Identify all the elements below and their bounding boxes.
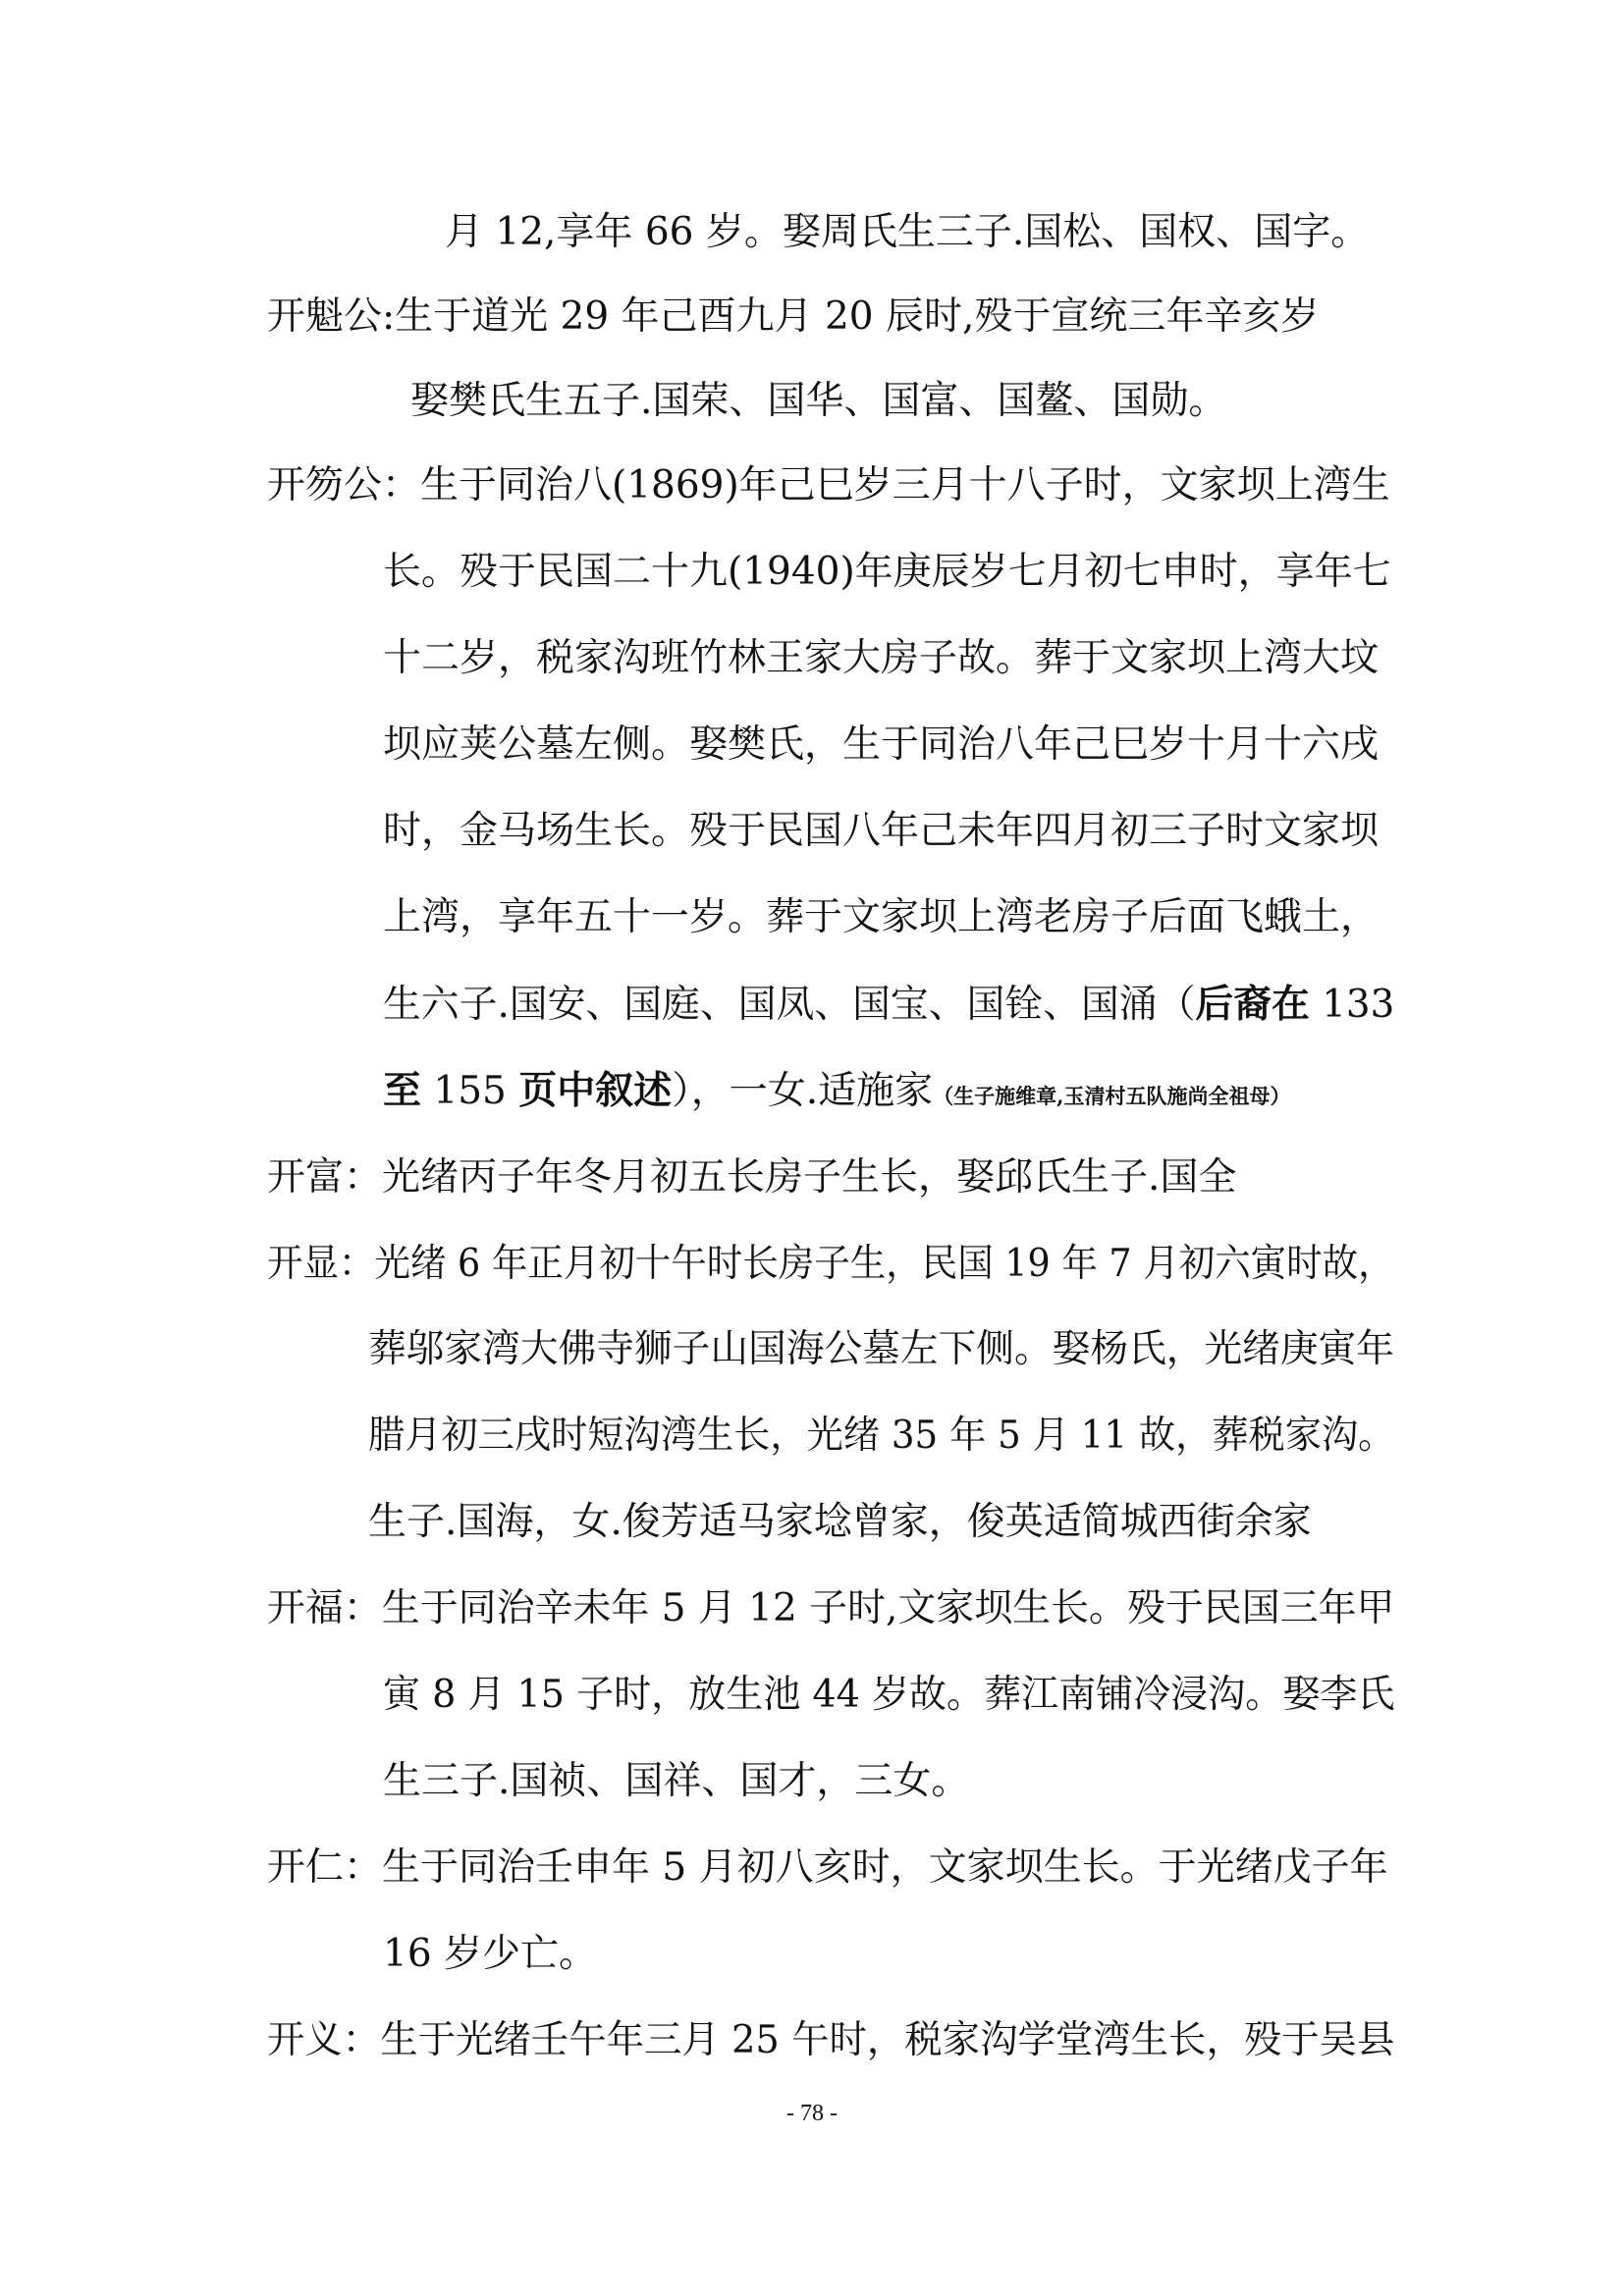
bold-text-segment: 页中叙述 [518,1068,673,1113]
text-line: 长。殁于民国二十九(1940)年庚辰岁七月初七申时，享年七 [383,550,1391,594]
text-line [383,1066,1290,1115]
text-line [383,980,1394,1029]
text-segment: ），一女.适施家 [672,1069,934,1113]
text-line: 生三子.国祯、国祥、国才，三女。 [383,1759,970,1803]
text-line: 葬邬家湾大佛寺狮子山国海公墓左下侧。娶杨氏，光绪庚寅年 [368,1327,1395,1371]
text-line: 开魁公:生于道光 29 年己酉九月 20 辰时,殁于宣统三年辛亥岁 [267,294,1320,339]
text-line: 腊月初三戌时短沟湾生长，光绪 35 年 5 月 11 故，葬税家沟。 [368,1414,1395,1458]
text-line: 生子.国海，女.俊芳适马家埝曾家，俊英适简城西街余家 [368,1500,1312,1544]
text-line: 娶樊氏生五子.国荣、国华、国富、国鳌、国勋。 [410,379,1227,423]
text-line: 十二岁，税家沟班竹林王家大房子故。葬于文家坝上湾大坟 [383,636,1380,680]
bold-text-segment: 后裔在 [1195,982,1310,1027]
text-segment: 133 [1309,983,1395,1027]
text-segment: 生六子.国安、国庭、国凤、国宝、国铨、国涌（ [383,983,1196,1027]
text-line: 开显：光绪 6 年正月初十午时长房子生，民国 19 年 7 月初六寅时故， [267,1242,1394,1286]
text-line: 上湾，享年五十一岁。葬于文家坝上湾老房子后面飞蛾土， [383,895,1380,939]
small-note: （生子施维章,玉清村五队施尚全祖母） [933,1084,1291,1108]
text-segment: 155 [421,1069,519,1113]
text-line: 时，金马场生长。殁于民国八年己未年四月初三子时文家坝 [383,809,1380,853]
text-line: 开义：生于光绪壬午年三月 25 午时，税家沟学堂湾生长，殁于吴县 [267,2018,1395,2062]
text-line: 开仁：生于同治壬申年 5 月初八亥时，文家坝生长。于光绪戊子年 [267,1845,1388,1890]
bold-text-segment: 至 [383,1068,422,1113]
text-line: 开福：生于同治辛未年 5 月 12 子时,文家坝生长。殁于民国三年甲 [267,1586,1395,1630]
text-line: 月 12,享年 66 岁。娶周氏生三子.国松、国权、国字。 [445,210,1370,254]
page-number: - 78 - [786,2101,838,2126]
text-line: 坝应荚公墓左侧。娶樊氏，生于同治八年己巳岁十月十六戌 [383,722,1380,767]
text-line: 开富：光绪丙子年冬月初五长房子生长，娶邱氏生子.国全 [267,1155,1237,1200]
text-line: 16 岁少亡。 [383,1932,598,1976]
text-line: 寅 8 月 15 子时，放生池 44 岁故。葬江南铺冷浸沟。娶李氏 [383,1673,1395,1717]
text-line: 开笏公：生于同治八(1869)年己巳岁三月十八子时，文家坝上湾生 [267,463,1390,507]
